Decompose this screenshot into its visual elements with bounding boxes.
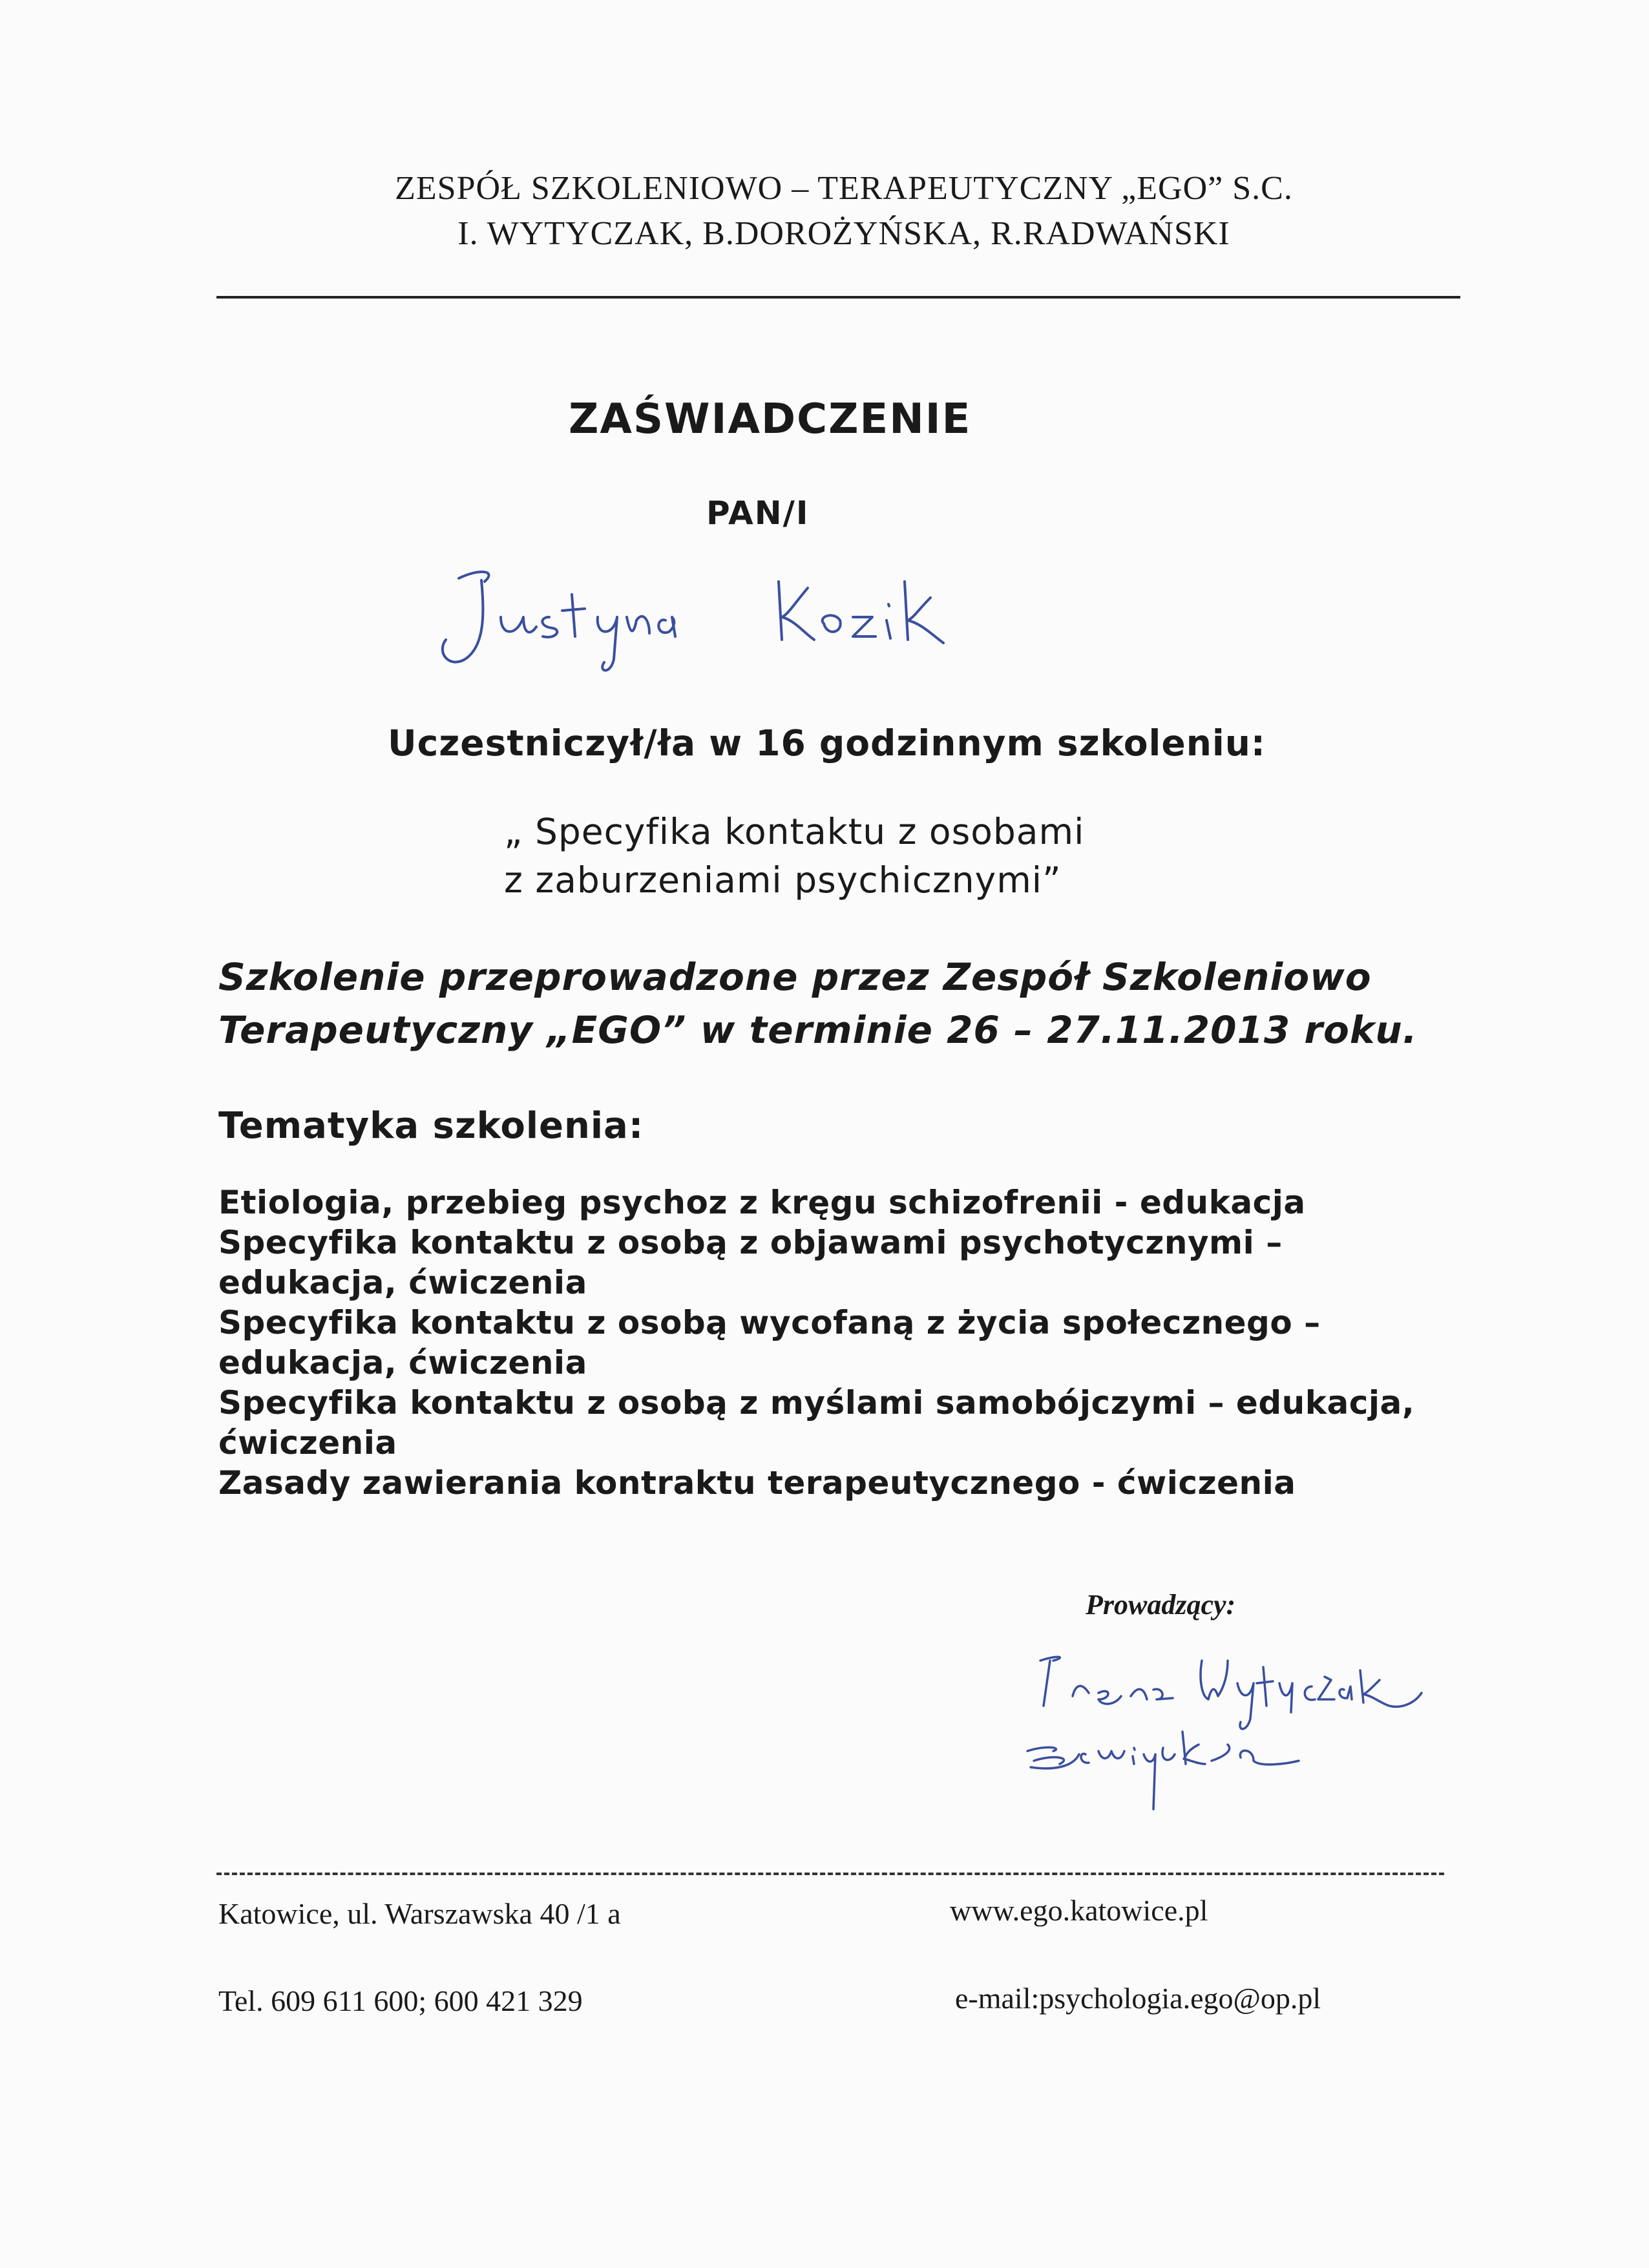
organization-name: ZESPÓŁ SZKOLENIOWO – TERAPEUTYCZNY „EGO” S.C.: [395, 170, 1293, 207]
topic-line: Etiologia, przebieg psychoz z kręgu schizofrenii - edukacja: [218, 1184, 1306, 1221]
topic-line: Specyfika kontaktu z osobą wycofaną z życia społecznego –: [218, 1304, 1321, 1341]
topics-heading: Tematyka szkolenia:: [218, 1105, 644, 1147]
footer-phone: Tel. 609 611 600; 600 421 329: [218, 1984, 583, 2017]
footer-divider: [216, 1873, 1444, 1875]
topics-list: [218, 1182, 1414, 1503]
topic-line: ćwiczenia: [218, 1424, 397, 1462]
course-title-line-1: „ Specyfika kontaktu z osobami: [504, 811, 1085, 852]
footer-email-link[interactable]: e-mail:psychologia.ego@op.pl: [955, 1982, 1321, 2015]
footer-website-link[interactable]: www.ego.katowice.pl: [950, 1894, 1208, 1927]
document-title: ZAŚWIADCZENIE: [569, 395, 972, 443]
organization-partners: I. WYTYCZAK, B.DOROŻYŃSKA, R.RADWAŃSKI: [457, 215, 1230, 252]
attendance-statement: Uczestniczył/ła w 16 godzinnym szkoleniu:: [388, 722, 1266, 764]
conducted-by-line-2: Terapeutyczny „EGO” w terminie 26 – 27.11.2013 roku.: [218, 1008, 1418, 1052]
header-rule: [216, 296, 1460, 299]
lecturer-signatures: [1014, 1635, 1506, 1848]
topic-line: Zasady zawierania kontraktu terapeutycznego - ćwiczenia: [218, 1464, 1296, 1502]
topic-line: Specyfika kontaktu z osobą z objawami psychotycznymi –: [218, 1224, 1283, 1261]
topic-line: Specyfika kontaktu z osobą z myślami samobójczymi – edukacja,: [218, 1384, 1415, 1422]
participant-signature: [420, 556, 1021, 685]
course-title-line-2: z zaburzeniami psychicznymi”: [504, 859, 1062, 901]
addressee-label: PAN/I: [706, 494, 810, 532]
topic-line: edukacja, ćwiczenia: [218, 1344, 587, 1381]
topic-line: edukacja, ćwiczenia: [218, 1264, 587, 1301]
conducted-by-line-1: Szkolenie przeprowadzone przez Zespół Szkoleniowo: [218, 955, 1372, 999]
lecturers-label: Prowadzący:: [1086, 1589, 1236, 1621]
footer-address: Katowice, ul. Warszawska 40 /1 a: [218, 1897, 621, 1930]
